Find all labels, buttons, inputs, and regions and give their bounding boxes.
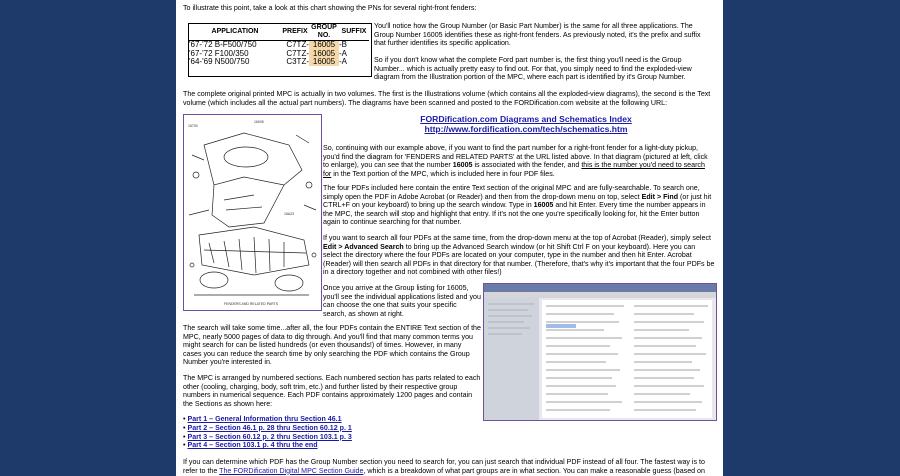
text-run: (or just hit CTRL+F on your keyboard) to bring up the search window. Type in [323, 192, 712, 210]
th-application: APPLICATION [189, 24, 281, 41]
list-item: • Part 2 – Section 46.1 p. 28 thru Section 60.12 p. 1 [183, 423, 352, 432]
svg-text:16A23: 16A23 [284, 212, 295, 216]
cell-group: 16005 [309, 41, 339, 50]
cell-app: '67-'72 B-F500/750 [189, 40, 257, 50]
cell-app: '67-'72 F100/350 [189, 48, 249, 58]
th-suffix: SUFFIX [339, 24, 369, 41]
cell-app: '64-'69 N500/750 [189, 56, 250, 66]
th-group: GROUP NO. [309, 24, 339, 41]
para-arranged: The MPC is arranged by numbered sections. Each numbered section has parts related to each other (cooling, charging, body, soft trim, etc.) and further listed by their respective group numbers in numerical sequence. Each PDF contains approximately 1200 pages and contain the Sections as shown here: [183, 374, 481, 408]
cell-suffix: -B [339, 40, 347, 50]
article-page [176, 0, 723, 476]
cell-prefix: C7TZ- [286, 48, 309, 58]
cell-prefix: C3TZ- [286, 56, 309, 66]
cell-suffix: -A [339, 56, 347, 66]
parts-table [189, 24, 369, 66]
text-run: , which is a breakdown of what part groups are in what section. You can make a reasonable guess (based on [363, 466, 705, 475]
cell-group: 16005 [309, 58, 339, 66]
list-item: • Part 1 – General Information thru Section 46.1 [183, 415, 342, 423]
para-dont-know: So if you don't know what the complete Ford part number is, the first thing you'll need is the Group Number... which is actually pretty easy to find out. For that, you simply need to find the exploded-view diagram from the Illustration portion of the MPC, where each part is identified by it's Group Number. [374, 56, 692, 82]
group-number-bold: 16005 [533, 201, 554, 210]
svg-text:16700: 16700 [188, 124, 198, 128]
parts-link-list [183, 415, 483, 450]
para-all-four [323, 234, 715, 277]
advanced-search-bold: Edit > Advanced Search [323, 242, 404, 251]
schematics-url-link[interactable]: http://www.fordification.com/tech/schematics.htm [424, 124, 628, 134]
para-search-time: The search will take some time...after all, the four PDFs contain the ENTIRE Text section of the MPC, nearly 5000 pages of data to dig through. And you'll find that many common terms you might search for can be listed hundreds (or even thousands!) of times. However, in many cases you can reduce the search time by only searching the PDF which contains the Group Number you're interested in. [183, 324, 481, 367]
group-number-bold: 16005 [452, 161, 473, 170]
part-3-link[interactable]: Part 3 – Section 60.12 p. 2 thru Section 103.1 p. 3 [187, 432, 352, 441]
acrobat-screenshot-figure[interactable] [483, 283, 717, 421]
part-1-link[interactable]: Part 1 – General Information thru Section 46.1 [187, 415, 342, 423]
text-run: If you can determine which PDF has the Group Number section you need to search for, you can just search that individual PDF instead of all four. The fastest way is to refer to the [183, 458, 705, 475]
part-4-link[interactable]: Part 4 – Section 103.1 p. 4 thru the end [187, 441, 318, 450]
edit-find-bold: Edit > Find [641, 192, 679, 201]
underlined-text: this is the number you'd need to search for [323, 161, 705, 178]
para-determine [183, 458, 715, 475]
list-item: • Part 3 – Section 60.12 p. 2 thru Section 103.1 p. 3 [183, 432, 352, 441]
cell-prefix: C7TZ- [286, 40, 309, 50]
text-run: The four PDFs included here contain the entire Text section of the original MPC and are fully-searchable. To search one, simply open the PDF in Adobe Acrobat (or Reader) and then from the drop-down menu on top, select [323, 184, 700, 201]
cell-suffix: -A [339, 48, 347, 58]
section-guide-link[interactable]: The FORDification Digital MPC Section Guide [219, 466, 364, 475]
svg-text:FENDERS AND RELATED PARTS: FENDERS AND RELATED PARTS [224, 302, 279, 306]
text-run: in the Text portion of the MPC, which is included here in four PDF files. [331, 169, 555, 178]
para-volumes: The complete original printed MPC is actually in two volumes. The first is the Illustrations volume (which contains all the exploded-view diagrams), the second is the Text volume (which includes all the actual part numbers). The diagrams have been scanned and posted to the FORDification.com website at the following URL: [183, 90, 711, 107]
schematics-index-link[interactable]: FORDification.com Diagrams and Schematics Index [420, 114, 632, 124]
para-same-group: You'll notice how the Group Number (or Basic Part Number) is the same for all three applications. The Group Number 16005 identifies these as right-front fenders. As previously noted, it's the prefix and suffix that further identifies its specific application. [374, 22, 701, 48]
para-once: Once you arrive at the Group listing for 16005, you'll see the individual applications listed and you can choose the one that suits your specific search, as shown at right. [323, 284, 481, 318]
th-prefix: PREFIX [281, 24, 309, 41]
fender-diagram-figure[interactable] [183, 114, 322, 311]
intro-text: To illustrate this point, take a look at this chart showing the PNs for several right-front fenders: [183, 4, 477, 12]
acrobat-screenshot-image [484, 284, 716, 420]
text-run: So, continuing with our example above, if you want to find the part number for a right-front fender for a light-duty pickup, you'd find the diagram for 'FENDERS and RELATED PARTS' at the URL listed above. In that diagram (pictured at left, click to enlarge), you can see that the number [323, 144, 708, 170]
list-item: • Part 4 – Section 103.1 p. 4 thru the end [183, 441, 318, 450]
text-run: If you want to search all four PDFs at the same time, from the drop-down menu at the top of Acrobat (Reader), simply select [323, 234, 711, 242]
para-continuing [323, 144, 715, 178]
svg-text:16005: 16005 [254, 120, 264, 124]
text-run: and hit Enter. Every time the number appears in the MPC, the search will stop and highlight that entry. If it's not the one you're specifically looking for, hit the Enter button again to continue searching for that number. [323, 201, 706, 227]
text-run: to bring up the Advanced Search window (or hit Shift Ctrl F on your keyboard). Here you can select the directory where the four PDFs are located on your computer, type in the number and then hit Enter. Acrobat (Reader) will then search all PDFs in that directory for that number. (Therefore, that's why it's important that the four PDFs be in a directory together and not combined with other files!) [323, 242, 715, 277]
fender-diagram-image [184, 115, 321, 310]
text-run: is associated with the fender, and [472, 161, 582, 170]
para-four-pdfs [323, 184, 715, 227]
part-2-link[interactable]: Part 2 – Section 46.1 p. 28 thru Section 60.12 p. 1 [187, 423, 352, 432]
table-row [189, 58, 369, 66]
cell-group: 16005 [309, 50, 339, 58]
